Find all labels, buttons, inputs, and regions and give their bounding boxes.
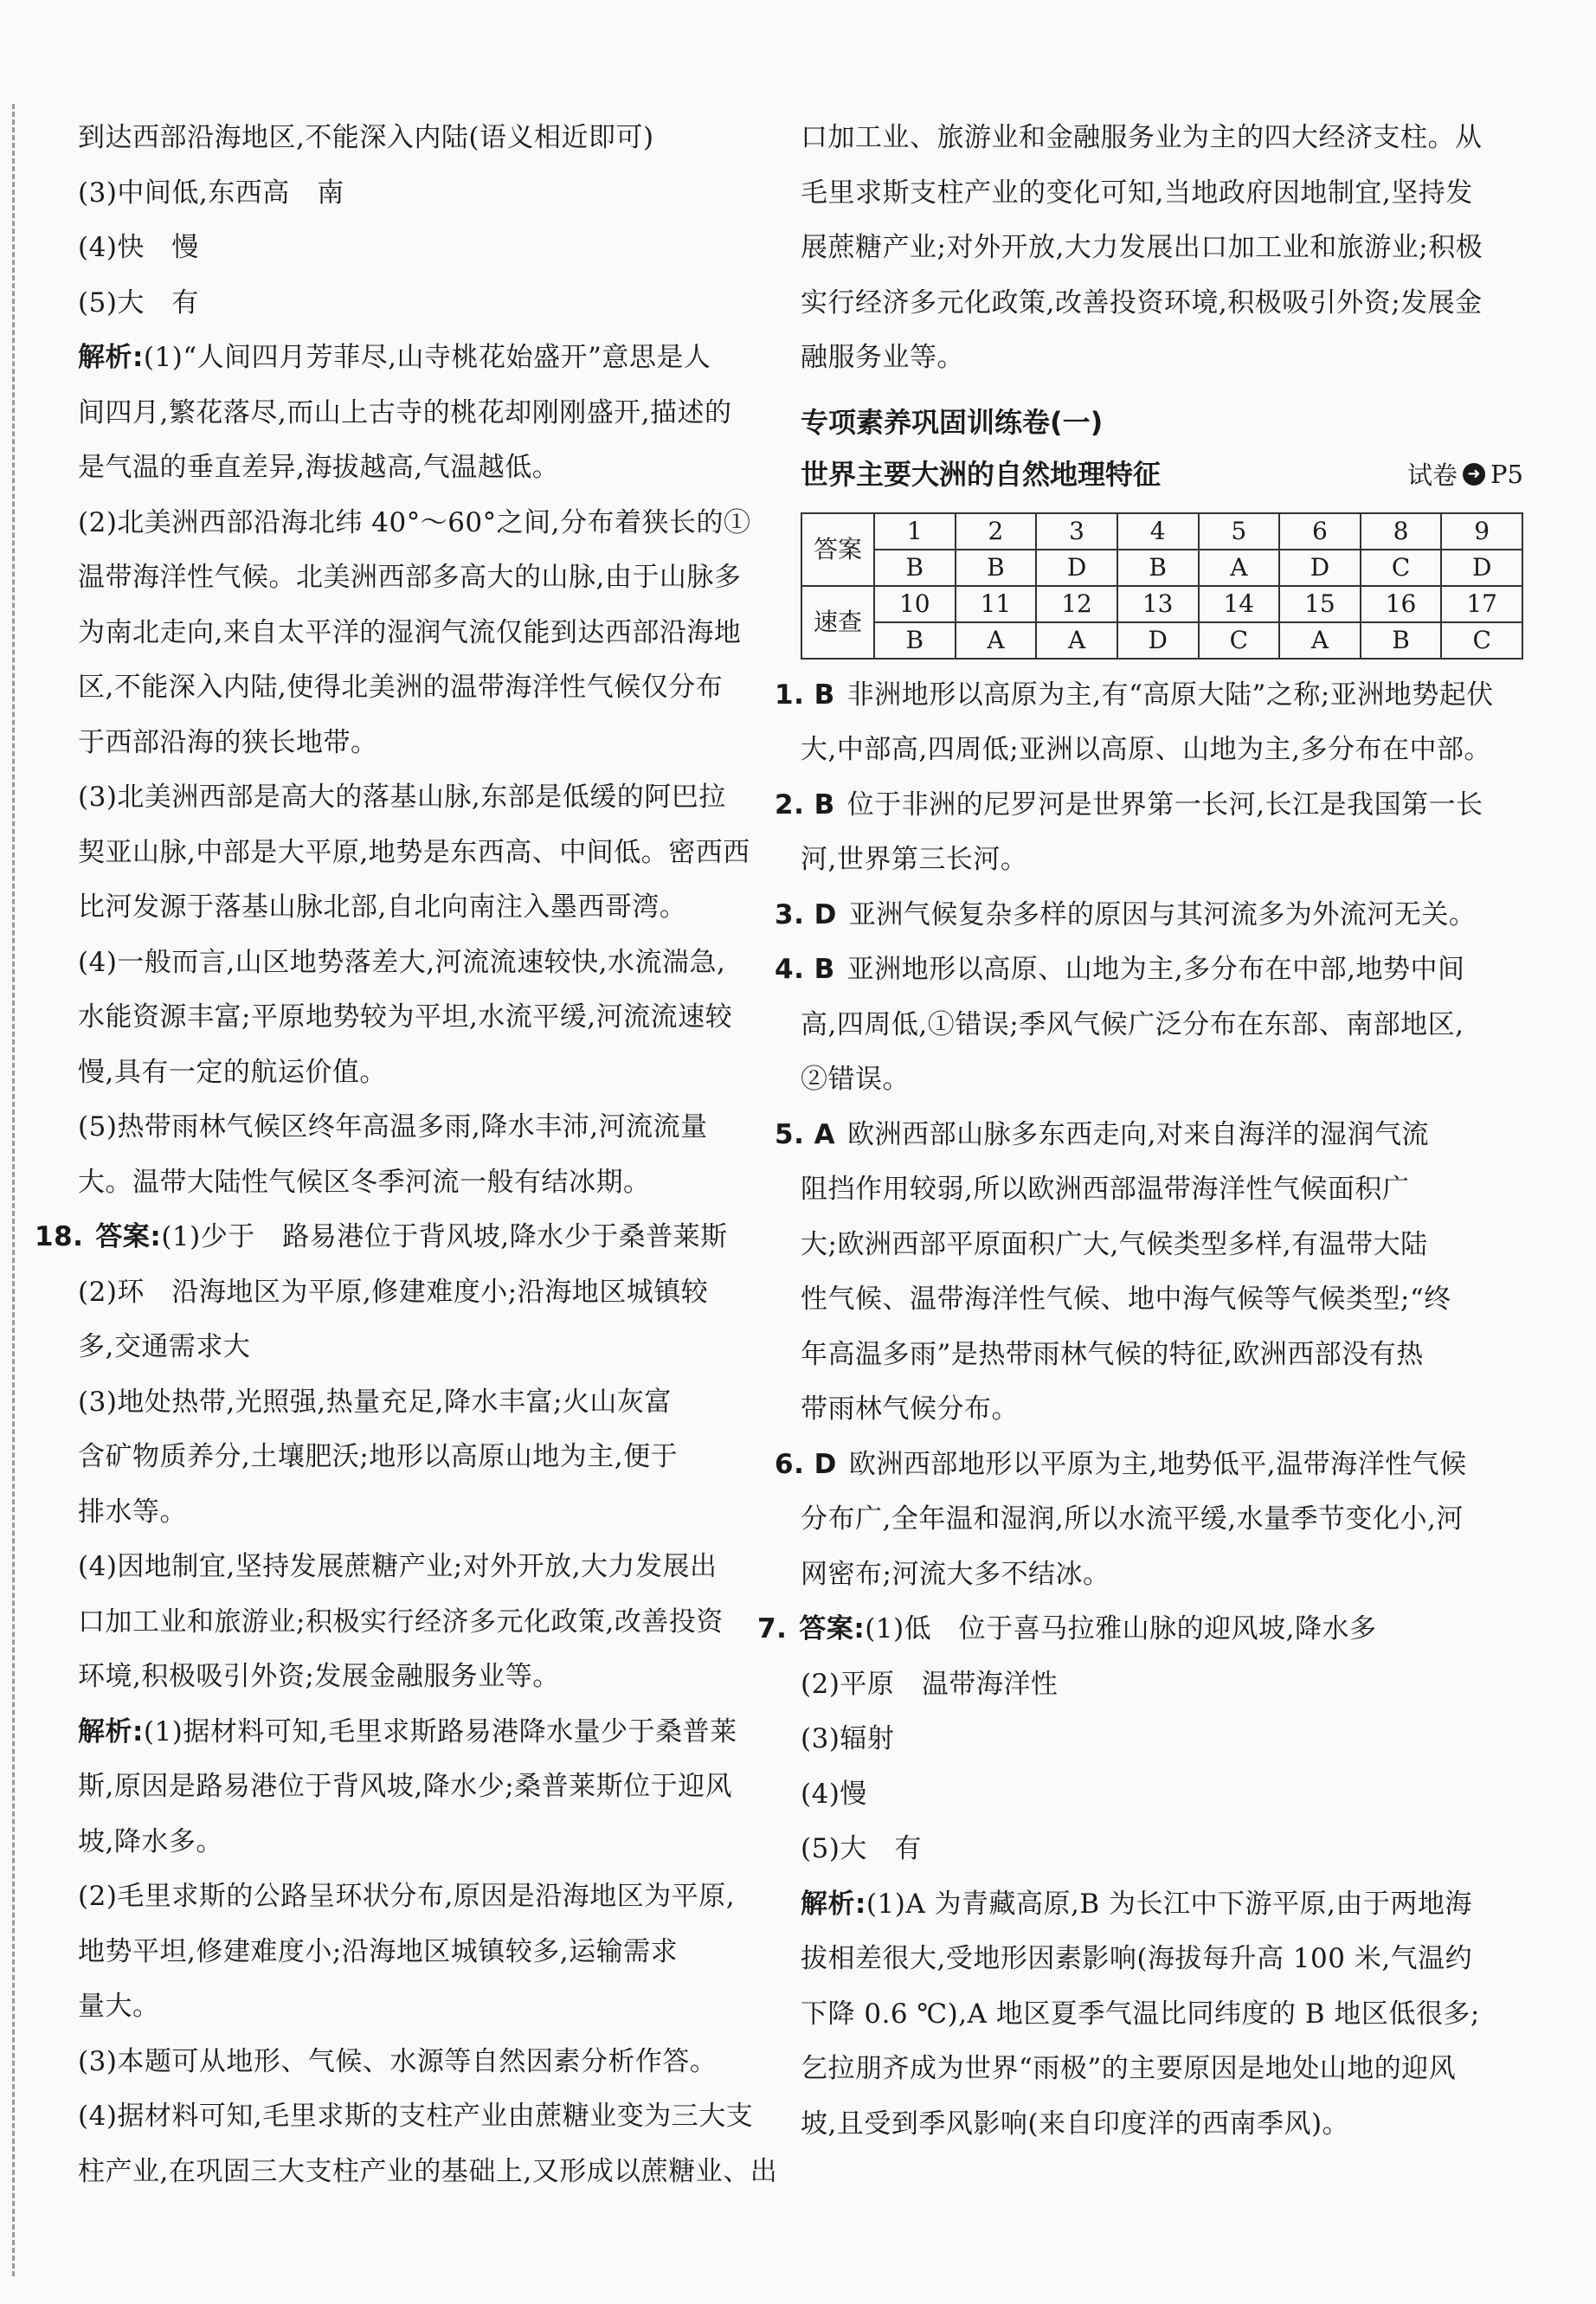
answer-cell: D bbox=[1279, 550, 1361, 586]
line-text: (5)大 有 bbox=[801, 1833, 922, 1864]
line-text: (5)热带雨林气候区终年高温多雨,降水丰沛,河流流量 bbox=[78, 1111, 708, 1142]
answer-cell: 6 bbox=[1279, 513, 1361, 550]
text-line bbox=[78, 1979, 770, 2035]
question-number: 1. B bbox=[775, 679, 835, 711]
line-text: 大。温带大陆性气候区冬季河流一般有结冰期。 bbox=[78, 1166, 651, 1198]
line-text: 坡,降水多。 bbox=[78, 1825, 223, 1857]
text-line bbox=[35, 1210, 770, 1265]
question-number: 6. D bbox=[775, 1448, 837, 1480]
line-text: 非洲地形以高原为主,有“高原大陆”之称;亚洲地势起伏 bbox=[846, 679, 1494, 711]
line-text: 高,四周低,①错误;季风气候广泛分布在东部、南部地区, bbox=[801, 1008, 1464, 1040]
text-line bbox=[801, 1822, 1532, 1877]
text-line bbox=[78, 880, 770, 936]
text-line bbox=[78, 2035, 770, 2090]
text-line bbox=[78, 1155, 770, 1211]
line-text: 网密布;河流大多不结冰。 bbox=[801, 1558, 1110, 1590]
line-text: 区,不能深入内陆,使得北美洲的温带海洋性气候仅分布 bbox=[78, 672, 724, 703]
answer-cell: B bbox=[874, 622, 956, 659]
text-line bbox=[801, 2042, 1532, 2097]
line-text: 实行经济多元化政策,改善投资环境,积极吸引外资;发展金 bbox=[801, 286, 1483, 319]
line-text: 口加工业、旅游业和金融服务业为主的四大经济支柱。从 bbox=[801, 122, 1483, 153]
text-line bbox=[78, 990, 770, 1046]
text-line bbox=[801, 331, 1532, 386]
text-line bbox=[78, 1375, 770, 1431]
answer-cell: 16 bbox=[1361, 586, 1442, 622]
text-line bbox=[78, 1320, 770, 1375]
answer-cell: D bbox=[1441, 550, 1522, 586]
answer-cell: C bbox=[1361, 550, 1442, 586]
line-text: 位于非洲的尼罗河是世界第一长河,长江是我国第一长 bbox=[846, 788, 1483, 821]
line-text: 柱产业,在巩固三大支柱产业的基础上,又形成以蔗糖业、出 bbox=[78, 2155, 778, 2187]
section-subtitle: 世界主要大洲的自然地理特征 bbox=[801, 457, 1162, 491]
line-text: 分布广,全年温和湿润,所以水流平缓,水量季节变化小,河 bbox=[801, 1503, 1464, 1535]
text-line bbox=[78, 276, 770, 331]
text-line bbox=[78, 1485, 770, 1541]
answer-cell: 5 bbox=[1199, 513, 1280, 550]
line-text: 年高温多雨”是热带雨林气候的特征,欧洲西部没有热 bbox=[801, 1338, 1424, 1370]
answer-cell: A bbox=[1199, 550, 1280, 586]
right-column bbox=[757, 111, 1532, 2152]
line-text: 大;欧洲西部平原面积广大,气候类型多样,有温带大陆 bbox=[801, 1228, 1428, 1260]
line-text: (1)低 位于喜马拉雅山脉的迎风坡,降水多 bbox=[865, 1613, 1377, 1644]
line-text: 性气候、温带海洋性气候、地中海气候等气候类型;“终 bbox=[801, 1284, 1451, 1315]
section-title: 专项素养巩固训练卷(一) bbox=[801, 405, 1104, 439]
line-text: 比河发源于落基山脉北部,自北向南注入墨西哥湾。 bbox=[78, 891, 687, 923]
text-line bbox=[801, 1162, 1532, 1218]
line-text: (1)少于 路易港位于背风坡,降水少于桑普莱斯 bbox=[161, 1221, 728, 1252]
text-line bbox=[775, 943, 1532, 998]
question-number: 5. A bbox=[775, 1118, 836, 1150]
line-text: 拔相差很大,受地形因素影响(海拔每升高 100 米,气温约 bbox=[801, 1943, 1473, 1974]
line-text: (5)大 有 bbox=[78, 286, 199, 319]
text-line bbox=[78, 1430, 770, 1485]
text-line bbox=[78, 826, 770, 881]
answer-cell: 2 bbox=[956, 513, 1037, 550]
line-text: (4)因地制宜,坚持发展蔗糖产业;对外开放,大力发展出 bbox=[78, 1551, 718, 1582]
line-text: (3)本题可从地形、气候、水源等自然因素分析作答。 bbox=[78, 2045, 718, 2077]
answer-label: 解析: bbox=[78, 342, 144, 373]
line-text: (3)地处热带,光照强,热量充足,降水丰富;火山灰富 bbox=[78, 1386, 672, 1418]
line-text: 契亚山脉,中部是大平原,地势是东西高、中间低。密西西 bbox=[78, 836, 750, 868]
text-line bbox=[78, 496, 770, 551]
line-text: 大,中部高,四周低;亚洲以高原、山地为主,多分布在中部。 bbox=[801, 734, 1492, 765]
answer-cell: 1 bbox=[874, 513, 956, 550]
text-line bbox=[801, 1272, 1532, 1328]
question-number: 7. bbox=[757, 1613, 788, 1644]
line-text: 排水等。 bbox=[78, 1496, 187, 1528]
answer-cell: B bbox=[956, 550, 1037, 586]
line-text: 是气温的垂直差异,海拔越高,气温越低。 bbox=[78, 452, 560, 483]
page-reference bbox=[1407, 456, 1523, 492]
section-subtitle-row bbox=[801, 448, 1523, 500]
answer-cell: 15 bbox=[1279, 586, 1361, 622]
arrow-right-icon: ➜ bbox=[1463, 463, 1485, 486]
line-text: 地势平坦,修建难度小;沿海地区城镇较多,运输需求 bbox=[78, 1935, 679, 1967]
text-line bbox=[78, 1540, 770, 1595]
line-text: (3)中间低,东西高 南 bbox=[78, 177, 344, 209]
line-text: 河,世界第三长河。 bbox=[801, 844, 1028, 875]
line-text: 下降 0.6 ℃),A 地区夏季气温比同纬度的 B 地区低很多; bbox=[801, 1998, 1480, 2030]
text-line bbox=[78, 1925, 770, 1980]
text-line bbox=[801, 1492, 1532, 1548]
line-text: 水能资源丰富;平原地势较为平坦,水流平缓,河流流速较 bbox=[78, 1001, 733, 1033]
text-line bbox=[801, 1382, 1532, 1438]
line-text: 融服务业等。 bbox=[801, 342, 964, 373]
text-line bbox=[801, 1218, 1532, 1273]
answer-label: 解析: bbox=[78, 1715, 144, 1747]
line-text: 带雨林气候分布。 bbox=[801, 1393, 1019, 1425]
right-bottom-text bbox=[757, 668, 1532, 2153]
line-text: 欧洲西部山脉多东西走向,对来自海洋的湿润气流 bbox=[847, 1118, 1429, 1150]
left-column bbox=[35, 111, 778, 2199]
text-line bbox=[78, 1705, 770, 1760]
answer-cell: C bbox=[1441, 622, 1522, 659]
line-text: (2)毛里求斯的公路呈环状分布,原因是沿海地区为平原, bbox=[78, 1881, 736, 1912]
text-line bbox=[78, 606, 770, 661]
text-line bbox=[801, 2097, 1532, 2153]
text-line bbox=[801, 166, 1532, 222]
page-ref-label: 试卷 bbox=[1407, 460, 1458, 490]
text-line bbox=[775, 668, 1532, 724]
line-text: (4)一般而言,山区地势落差大,河流流速较快,水流湍急, bbox=[78, 946, 726, 978]
text-line bbox=[78, 1760, 770, 1815]
line-text: (4)快 慢 bbox=[78, 232, 199, 263]
answer-label: 答案: bbox=[799, 1613, 866, 1644]
text-line bbox=[801, 221, 1532, 276]
line-text: 欧洲西部地形以平原为主,地势低平,温带海洋性气候 bbox=[848, 1448, 1467, 1480]
line-text: (3)北美洲西部是高大的落基山脉,东部是低缓的阿巴拉 bbox=[78, 782, 726, 813]
line-text: 于西部沿海的狭长地带。 bbox=[78, 726, 378, 758]
question-number: 4. B bbox=[775, 954, 835, 985]
text-line bbox=[78, 660, 770, 716]
answer-label: 解析: bbox=[801, 1888, 866, 1920]
text-line bbox=[801, 833, 1532, 888]
line-text: (1)A 为青藏高原,B 为长江中下游平原,由于两地海 bbox=[866, 1888, 1472, 1920]
text-line bbox=[78, 1046, 770, 1101]
binding-dashed-line bbox=[12, 104, 15, 2276]
line-text: 环境,积极吸引外资;发展金融服务业等。 bbox=[78, 1661, 560, 1692]
text-line bbox=[801, 1712, 1532, 1767]
answer-cell: 4 bbox=[1117, 513, 1199, 550]
question-number: 3. D bbox=[775, 898, 837, 930]
line-text: (2)环 沿海地区为平原,修建难度小;沿海地区城镇较 bbox=[78, 1276, 709, 1308]
line-text: 乞拉朋齐成为世界“雨极”的主要原因是地处山地的迎风 bbox=[801, 2053, 1457, 2084]
text-line bbox=[78, 1650, 770, 1705]
line-text: (3)辐射 bbox=[801, 1723, 895, 1754]
line-text: (1)据材料可知,毛里求斯路易港降水量少于桑普莱 bbox=[143, 1715, 737, 1747]
line-text: 量大。 bbox=[78, 1991, 160, 2022]
text-line bbox=[78, 1100, 770, 1155]
text-line bbox=[757, 1602, 1532, 1657]
text-line bbox=[801, 1987, 1532, 2043]
text-line bbox=[78, 2145, 778, 2200]
line-text: (2)北美洲西部沿海北纬 40°～60°之间,分布着狭长的① bbox=[78, 506, 751, 538]
text-line bbox=[801, 1767, 1532, 1823]
question-number: 2. B bbox=[775, 788, 835, 821]
text-line bbox=[775, 1438, 1532, 1493]
text-line bbox=[78, 1265, 770, 1321]
text-line bbox=[801, 723, 1532, 778]
line-text: 亚洲气候复杂多样的原因与其河流多为外流河无关。 bbox=[848, 898, 1477, 930]
text-line bbox=[78, 770, 770, 826]
line-text: 展蔗糖产业;对外开放,大力发展出口加工业和旅游业;积极 bbox=[801, 232, 1483, 263]
answer-cell: 8 bbox=[1361, 513, 1442, 550]
answer-cell: D bbox=[1036, 550, 1117, 586]
line-text: 口加工业和旅游业;积极实行经济多元化政策,改善投资 bbox=[78, 1606, 724, 1638]
answer-table-label-top: 答案 bbox=[801, 513, 874, 586]
answer-cell: C bbox=[1199, 622, 1280, 659]
text-line bbox=[78, 936, 770, 991]
answer-cell: A bbox=[1036, 622, 1117, 659]
text-line bbox=[801, 1052, 1532, 1108]
answer-cell: 13 bbox=[1117, 586, 1199, 622]
answer-cell: 11 bbox=[956, 586, 1037, 622]
line-text: 多,交通需求大 bbox=[78, 1331, 251, 1362]
line-text: 为南北走向,来自太平洋的湿润气流仅能到达西部沿海地 bbox=[78, 616, 742, 648]
text-line bbox=[78, 1595, 770, 1651]
line-text: (1)“人间四月芳菲尽,山寺桃花始盛开”意思是人 bbox=[143, 342, 711, 373]
text-line bbox=[78, 1815, 770, 1870]
line-text: 亚洲地形以高原、山地为主,多分布在中部,地势中间 bbox=[846, 954, 1465, 985]
answer-cell: B bbox=[1361, 622, 1442, 659]
answer-cell: 14 bbox=[1199, 586, 1280, 622]
line-text: (4)慢 bbox=[801, 1778, 867, 1810]
answer-cell: 9 bbox=[1441, 513, 1522, 550]
text-line bbox=[78, 111, 770, 166]
text-line bbox=[78, 2089, 770, 2145]
text-line bbox=[775, 888, 1532, 943]
text-line bbox=[801, 111, 1532, 166]
text-line bbox=[78, 386, 770, 441]
line-text: (4)据材料可知,毛里求斯的支柱产业由蔗糖业变为三大支 bbox=[78, 2101, 754, 2132]
line-text: 毛里求斯支柱产业的变化可知,当地政府因地制宜,坚持发 bbox=[801, 177, 1473, 209]
text-line bbox=[78, 331, 770, 386]
answer-table-label-bottom: 速查 bbox=[801, 586, 874, 659]
answer-cell: A bbox=[1279, 622, 1361, 659]
text-line bbox=[775, 778, 1532, 833]
answer-cell: B bbox=[1117, 550, 1199, 586]
text-line bbox=[801, 276, 1532, 331]
line-text: 斯,原因是路易港位于背风坡,降水少;桑普莱斯位于迎风 bbox=[78, 1771, 733, 1802]
answer-cell: D bbox=[1117, 622, 1199, 659]
text-line bbox=[801, 1548, 1532, 1603]
text-line bbox=[78, 550, 770, 606]
line-text: 含矿物质养分,土壤肥沃;地形以高原山地为主,便于 bbox=[78, 1441, 679, 1472]
answer-cell: A bbox=[956, 622, 1037, 659]
text-line bbox=[801, 1657, 1532, 1713]
page-ref-number: P5 bbox=[1490, 459, 1523, 489]
question-number: 18. bbox=[35, 1221, 84, 1252]
line-text: 阻挡作用较弱,所以欧洲西部温带海洋性气候面积广 bbox=[801, 1174, 1410, 1205]
answer-cell: 3 bbox=[1036, 513, 1117, 550]
text-line bbox=[78, 1870, 770, 1925]
text-line bbox=[78, 221, 770, 276]
right-top-text bbox=[801, 111, 1532, 386]
text-line bbox=[801, 1932, 1532, 1987]
answer-cell: 10 bbox=[874, 586, 956, 622]
text-line bbox=[78, 716, 770, 771]
text-line bbox=[801, 1328, 1532, 1383]
text-line bbox=[801, 998, 1532, 1053]
line-text: 间四月,繁花落尽,而山上古寺的桃花却刚刚盛开,描述的 bbox=[78, 396, 732, 428]
line-text: 到达西部沿海地区,不能深入内陆(语义相近即可) bbox=[78, 122, 654, 153]
text-line bbox=[801, 1877, 1532, 1933]
answer-cell: B bbox=[874, 550, 956, 586]
text-line bbox=[775, 1108, 1532, 1163]
answer-cell: 12 bbox=[1036, 586, 1117, 622]
line-text: ②错误。 bbox=[801, 1064, 910, 1095]
line-text: (2)平原 温带海洋性 bbox=[801, 1668, 1059, 1700]
line-text: 温带海洋性气候。北美洲西部多高大的山脉,由于山脉多 bbox=[78, 562, 742, 593]
line-text: 慢,具有一定的航运价值。 bbox=[78, 1056, 387, 1088]
answer-label: 答案: bbox=[95, 1221, 162, 1252]
line-text: 坡,且受到季风影响(来自印度洋的西南季风)。 bbox=[801, 2108, 1350, 2140]
answer-cell: 17 bbox=[1441, 586, 1522, 622]
text-line bbox=[78, 166, 770, 222]
text-line bbox=[78, 441, 770, 496]
answer-table bbox=[801, 512, 1523, 660]
